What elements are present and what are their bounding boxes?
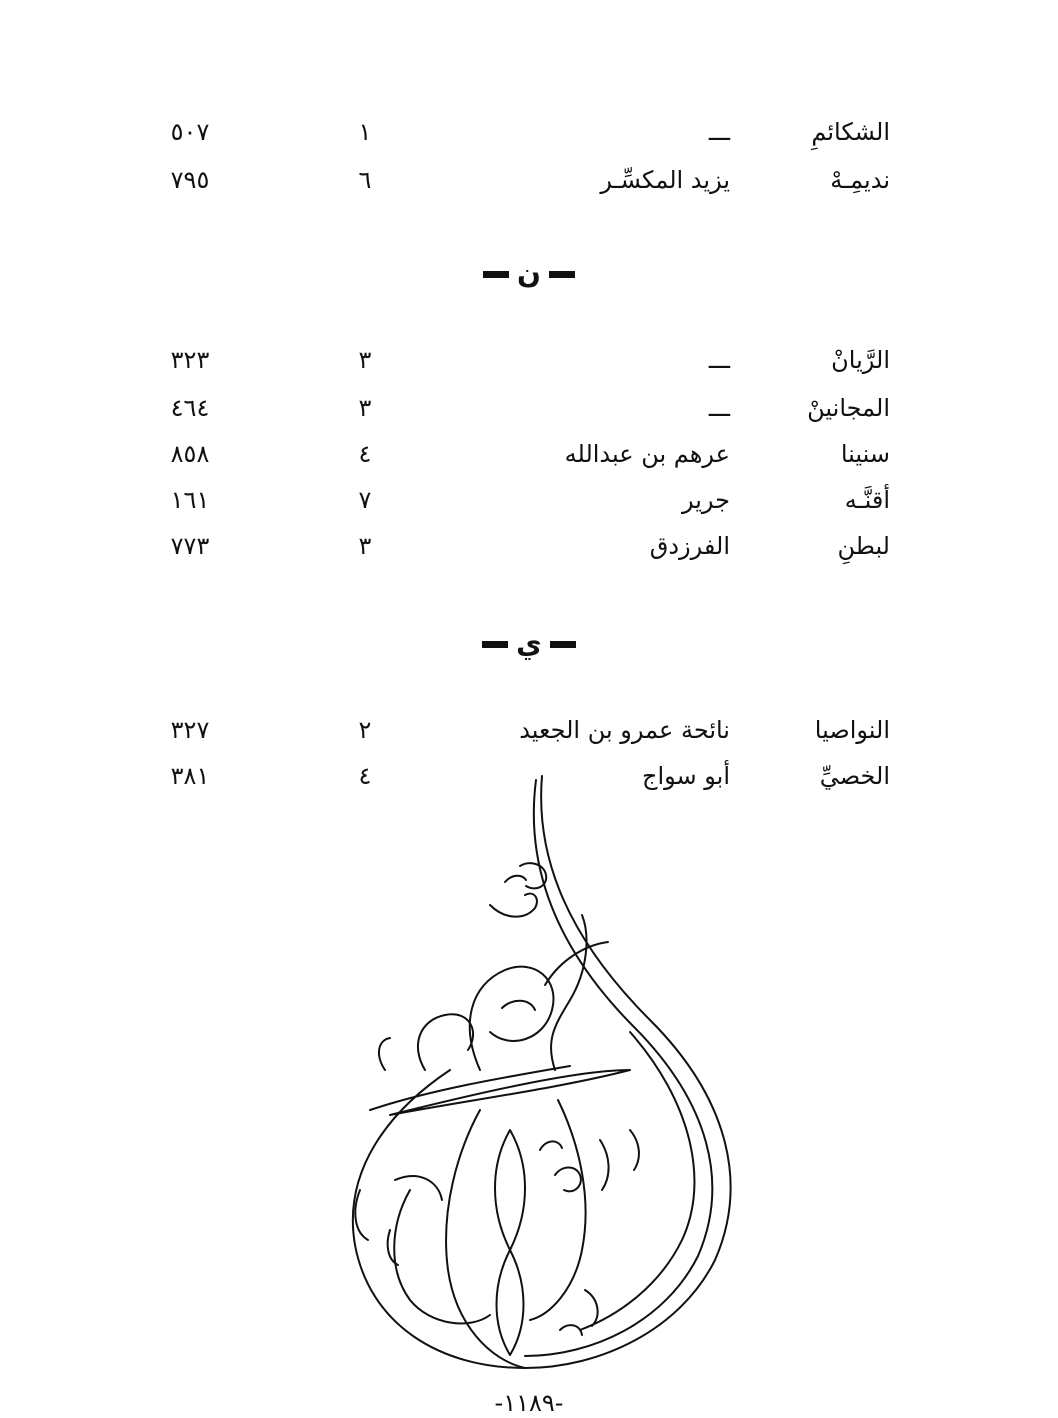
- page-ref: ٧٩٥: [170, 166, 210, 194]
- table-row: [0, 338, 1058, 382]
- poet-name: جرير: [682, 486, 730, 514]
- page-ref: ٧٧٣: [170, 532, 210, 560]
- page-ref: ١٦١: [170, 486, 210, 514]
- poet-name: عرهم بن عبدالله: [564, 440, 730, 468]
- rhyme-word: الرَّيانْ: [831, 346, 890, 374]
- rhyme-word: المجانينْ: [807, 394, 890, 422]
- verse-count: ١: [358, 118, 372, 146]
- heading-bar: [550, 641, 576, 648]
- rhyme-word: أقنَّـه: [844, 486, 890, 514]
- rhyme-word: نديمِـهْ: [830, 166, 890, 194]
- verse-count: ٤: [358, 440, 372, 468]
- poet-name: نائحة عمرو بن الجعيد: [519, 716, 730, 744]
- heading-letter: ي: [516, 627, 542, 660]
- poet-name: الفرزدق: [649, 532, 730, 560]
- page-ref: ٣٢٧: [170, 716, 210, 744]
- poet-name: ـــ: [708, 346, 730, 374]
- page-ref: ٥٠٧: [170, 118, 210, 146]
- verse-count: ٣: [358, 346, 372, 374]
- verse-count: ٧: [358, 486, 372, 514]
- table-row: [0, 708, 1058, 752]
- section-heading-nun: [0, 252, 1058, 296]
- poet-name: أبو سواج: [641, 762, 730, 790]
- poet-name: يزيد المكسِّـر: [600, 166, 730, 194]
- rhyme-word: الخصيِّ: [819, 762, 890, 790]
- rhyme-word: لبطنِ: [837, 532, 890, 560]
- verse-count: ٣: [358, 532, 372, 560]
- page-ref: ٣٢٣: [170, 346, 210, 374]
- table-row: [0, 386, 1058, 430]
- heading-letter: ن: [517, 257, 541, 290]
- page-ref: ٣٨١: [170, 762, 210, 790]
- rhyme-word: الشكائمِ: [811, 118, 890, 146]
- poet-name: ـــ: [708, 118, 730, 146]
- rhyme-word: النواصيا: [814, 716, 890, 744]
- poet-name: ـــ: [708, 394, 730, 422]
- table-row: [0, 110, 1058, 154]
- table-row: [0, 432, 1058, 476]
- heading-bar: [482, 641, 508, 648]
- page-number: -١١٨٩-: [494, 1389, 564, 1417]
- verse-count: ٢: [358, 716, 372, 744]
- rhyme-word: سنينا: [840, 440, 890, 468]
- verse-count: ٦: [358, 166, 372, 194]
- heading-bar: [549, 271, 575, 278]
- page-ref: ٤٦٤: [170, 394, 210, 422]
- table-row: [0, 158, 1058, 202]
- section-heading-ya: [0, 622, 1058, 666]
- table-row: [0, 524, 1058, 568]
- verse-count: ٤: [358, 762, 372, 790]
- verse-count: ٣: [358, 394, 372, 422]
- heading-bar: [483, 271, 509, 278]
- table-row: [0, 478, 1058, 522]
- calligraphy-emblem-icon: [330, 770, 750, 1370]
- page-ref: ٨٥٨: [170, 440, 210, 468]
